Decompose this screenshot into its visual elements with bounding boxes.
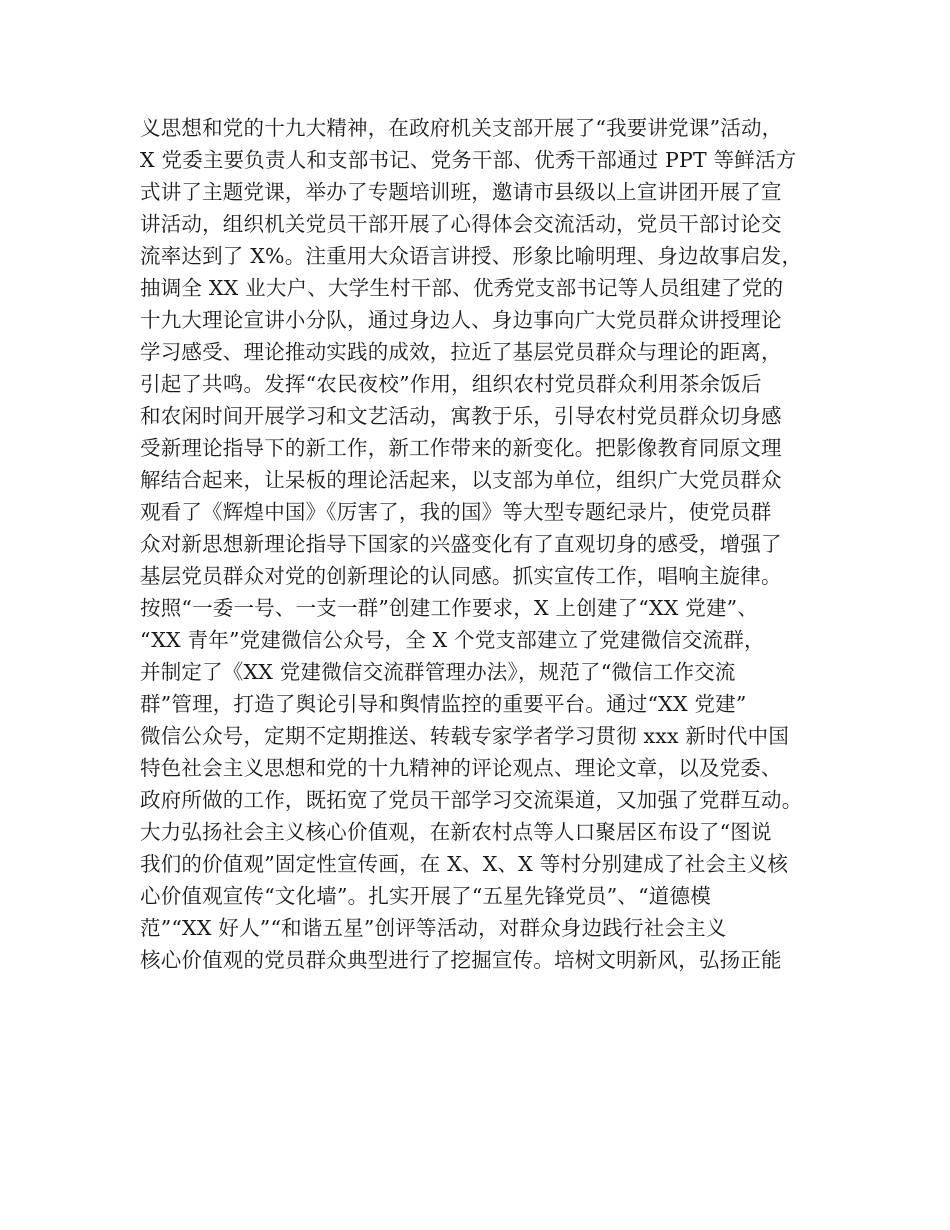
text-line: 学习感受、理论推动实践的成效，拉近了基层党员群众与理论的距离， — [140, 340, 782, 364]
text-line: 政府所做的工作，既拓宽了党员干部学习交流渠道，又加强了党群互动。 — [140, 788, 803, 812]
text-line: 基层党员群众对党的创新理论的认同感。抓实宣传工作，唱响主旋律。 — [140, 564, 782, 588]
text-line: 引起了共鸣。发挥“农民夜校”作用，组织农村党员群众利用茶余饭后 — [140, 372, 762, 396]
body-text — [140, 112, 840, 976]
text-line: 流率达到了 X%。注重用大众语言讲授、形象比喻明理、身边故事启发， — [140, 244, 803, 268]
text-line: 心价值观宣传“文化墙”。扎实开展了“五星先锋党员”、“道德模 — [140, 884, 711, 908]
text-line: 解结合起来，让呆板的理论活起来，以支部为单位，组织广大党员群众 — [140, 468, 782, 492]
text-line: 受新理论指导下的新工作，新工作带来的新变化。把影像教育同原文理 — [140, 436, 782, 460]
text-line: 抽调全 XX 业大户、大学生村干部、优秀党支部书记等人员组建了党的 — [140, 276, 784, 300]
text-line: 我们的价值观”固定性宣传画，在 X、X、X 等村分别建成了社会主义核 — [140, 852, 789, 876]
text-line: X 党委主要负责人和支部书记、党务干部、优秀干部通过 PPT 等鲜活方 — [140, 148, 797, 172]
text-line: 讲活动，组织机关党员干部开展了心得体会交流活动，党员干部讨论交 — [140, 212, 782, 236]
text-line: 微信公众号，定期不定期推送、转载专家学者学习贯彻 xxx 新时代中国 — [140, 724, 790, 748]
text-line: 式讲了主题党课，举办了专题培训班，邀请市县级以上宣讲团开展了宣 — [140, 180, 782, 204]
text-line: 大力弘扬社会主义核心价值观，在新农村点等人口聚居区布设了“图说 — [140, 820, 772, 844]
text-line: 群”管理，打造了舆论引导和舆情监控的重要平台。通过“XX 党建” — [140, 692, 747, 716]
text-line: “XX 青年”党建微信公众号，全 X 个党支部建立了党建微信交流群， — [140, 628, 765, 652]
text-line: 观看了《辉煌中国》《厉害了，我的国》等大型专题纪录片，使党员群 — [140, 500, 772, 524]
text-line: 特色社会主义思想和党的十九精神的评论观点、理论文章，以及党委、 — [140, 756, 782, 780]
text-line: 和农闲时间开展学习和文艺活动，寓教于乐，引导农村党员群众切身感 — [140, 404, 782, 428]
text-line: 按照“一委一号、一支一群”创建工作要求，X 上创建了“XX 党建”、 — [140, 596, 759, 620]
text-line: 十九大理论宣讲小分队，通过身边人、身边事向广大党员群众讲授理论 — [140, 308, 782, 332]
text-line: 众对新思想新理论指导下国家的兴盛变化有了直观切身的感受，增强了 — [140, 532, 782, 556]
text-line: 范”“XX 好人”“和谐五星”创评等活动，对群众身边践行社会主义 — [140, 916, 727, 940]
text-line: 并制定了《XX 党建微信交流群管理办法》，规范了“微信工作交流 — [140, 660, 736, 684]
text-line: 核心价值观的党员群众典型进行了挖掘宣传。培树文明新风，弘扬正能 — [140, 948, 782, 972]
text-line: 义思想和党的十九大精神，在政府机关支部开展了“我要讲党课”活动， — [140, 116, 783, 140]
